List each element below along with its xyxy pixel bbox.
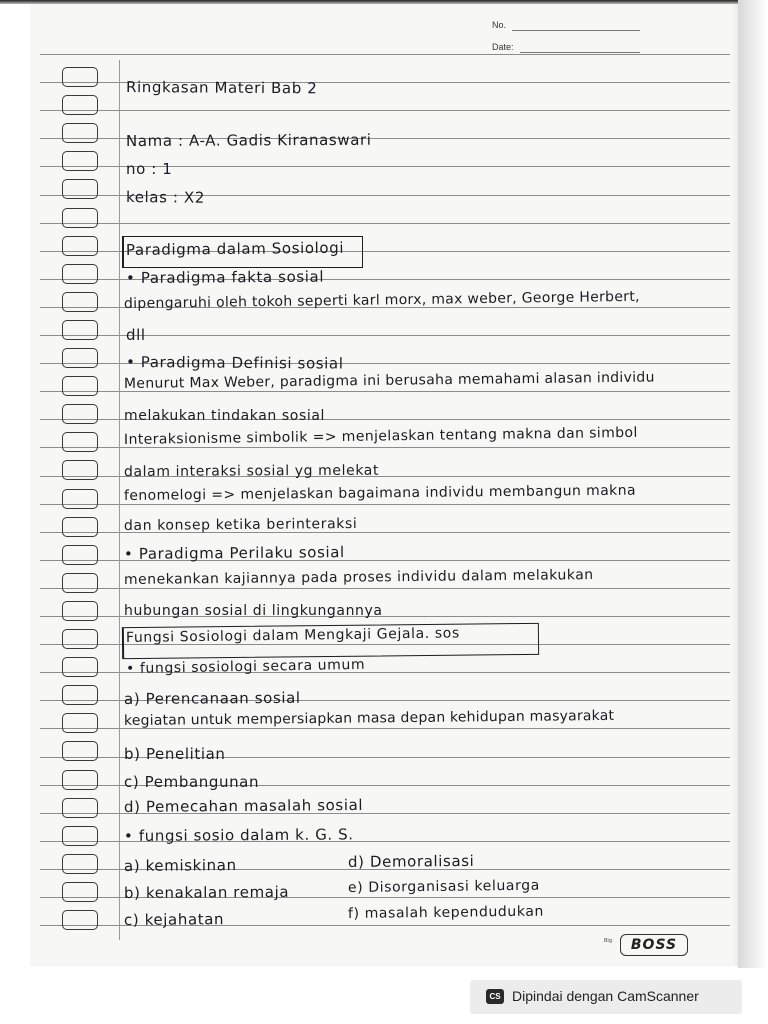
bullet-fungsi-umum: • fungsi sosiologi secara umum [125, 656, 366, 677]
margin-checkbox [62, 67, 98, 87]
name-line: Nama : A-A. Gadis Kiranaswari [125, 130, 372, 150]
margin-checkbox [62, 376, 98, 396]
text-line-dll: dll [126, 326, 146, 344]
margin-checkbox [62, 573, 98, 593]
ruled-line [40, 223, 730, 224]
number-line: no : 1 [126, 160, 173, 178]
item-kependudukan: f) masalah kependudukan [347, 903, 545, 922]
camscanner-text: Dipindai dengan CamScanner [512, 988, 699, 1004]
margin-checkbox [62, 432, 98, 452]
text-line-weber: Menurut Max Weber, paradigma ini berusaha memahami alasan individu [123, 369, 655, 392]
bullet-fakta-sosial: • Paradigma fakta sosial [125, 267, 325, 287]
date-label: Date: [492, 42, 514, 52]
margin-checkbox [62, 545, 98, 565]
heading-paradigma: Paradigma dalam Sosiologi [125, 238, 345, 259]
margin-checkbox [62, 208, 98, 228]
margin-checkbox [62, 685, 98, 705]
brand-logo: BOSS [620, 934, 688, 956]
margin-checkbox [62, 236, 98, 256]
margin-checkbox [62, 264, 98, 284]
margin-checkbox [62, 320, 98, 340]
margin-checkbox [62, 517, 98, 537]
no-line [512, 30, 640, 31]
camscanner-icon: CS [486, 989, 504, 1004]
text-line-konsep: dan konsep ketika berinteraksi [123, 515, 358, 534]
no-label: No. [492, 20, 507, 30]
text-line-kegiatan: kegiatan untuk mempersiapkan masa depan kehidupan masyarakat [123, 707, 615, 729]
margin-checkbox [62, 151, 98, 171]
text-line-fenomelogi: fenomelogi => menjelaskan bagaimana individu membangun makna [123, 482, 636, 504]
margin-checkbox [62, 798, 98, 818]
margin-checkbox [62, 404, 98, 424]
item-pemecahan: d) Pemecahan masalah sosial [123, 795, 364, 816]
text-line-tokoh: dipengaruhi oleh tokoh seperti karl morx, max weber, George Herbert, [123, 288, 640, 312]
date-line [520, 52, 640, 53]
page-edge [738, 0, 768, 968]
text-line-melekat: dalam interaksi sosial yg melekat [123, 462, 380, 480]
margin-checkbox [62, 854, 98, 874]
bullet-perilaku-sosial: • Paradigma Perilaku sosial [123, 543, 345, 563]
margin-checkbox [62, 489, 98, 509]
margin-checkbox [62, 460, 98, 480]
item-kemiskinan: a) kemiskinan [123, 856, 237, 875]
brand-prefix: Big [604, 938, 612, 944]
heading-fungsi: Fungsi Sosiologi dalam Mengkaji Gejala. sos [125, 625, 460, 646]
margin-checkbox [62, 601, 98, 621]
margin-line [119, 60, 120, 940]
margin-checkbox [62, 882, 98, 902]
item-disorganisasi: e) Disorganisasi keluarga [347, 877, 540, 896]
margin-checkbox [62, 292, 98, 312]
title-line: Ringkasan Materi Bab 2 [125, 78, 318, 98]
margin-checkbox [62, 348, 98, 368]
margin-checkbox [62, 770, 98, 790]
margin-checkbox [62, 741, 98, 761]
margin-checkbox [62, 910, 98, 930]
text-line-menekankan: menekankan kajiannya pada proses individu dalam melakukan [123, 567, 594, 588]
margin-checkbox [62, 179, 98, 199]
item-pembangunan: c) Pembangunan [124, 773, 260, 791]
margin-checkbox [62, 95, 98, 115]
text-line-interaksionisme: Interaksionisme simbolik => menjelaskan tentang makna dan simbol [123, 424, 638, 448]
ruled-line [40, 110, 730, 111]
ruled-line [40, 54, 730, 55]
text-line-tindakan: melakukan tindakan sosial [124, 408, 326, 424]
text-line-hubungan: hubungan sosial di lingkungannya [124, 603, 383, 619]
margin-checkbox [62, 629, 98, 649]
margin-checkbox [62, 657, 98, 677]
ruled-line [40, 504, 730, 505]
margin-checkbox [62, 713, 98, 733]
bullet-fungsi-kgs: • fungsi sosio dalam k. G. S. [123, 825, 354, 845]
ruled-line [40, 588, 730, 589]
item-kejahatan: c) kejahatan [123, 910, 225, 929]
class-line: kelas : X2 [125, 188, 206, 207]
item-perencanaan: a) Perencanaan sosial [123, 688, 301, 708]
item-kenakalan: b) kenakalan remaja [123, 882, 290, 902]
item-demoralisasi: d) Demoralisasi [347, 851, 475, 871]
bullet-definisi-sosial: • Paradigma Definisi sosial [125, 353, 344, 373]
margin-checkbox [62, 123, 98, 143]
item-penelitian: b) Penelitian [124, 745, 226, 763]
margin-checkbox [62, 826, 98, 846]
